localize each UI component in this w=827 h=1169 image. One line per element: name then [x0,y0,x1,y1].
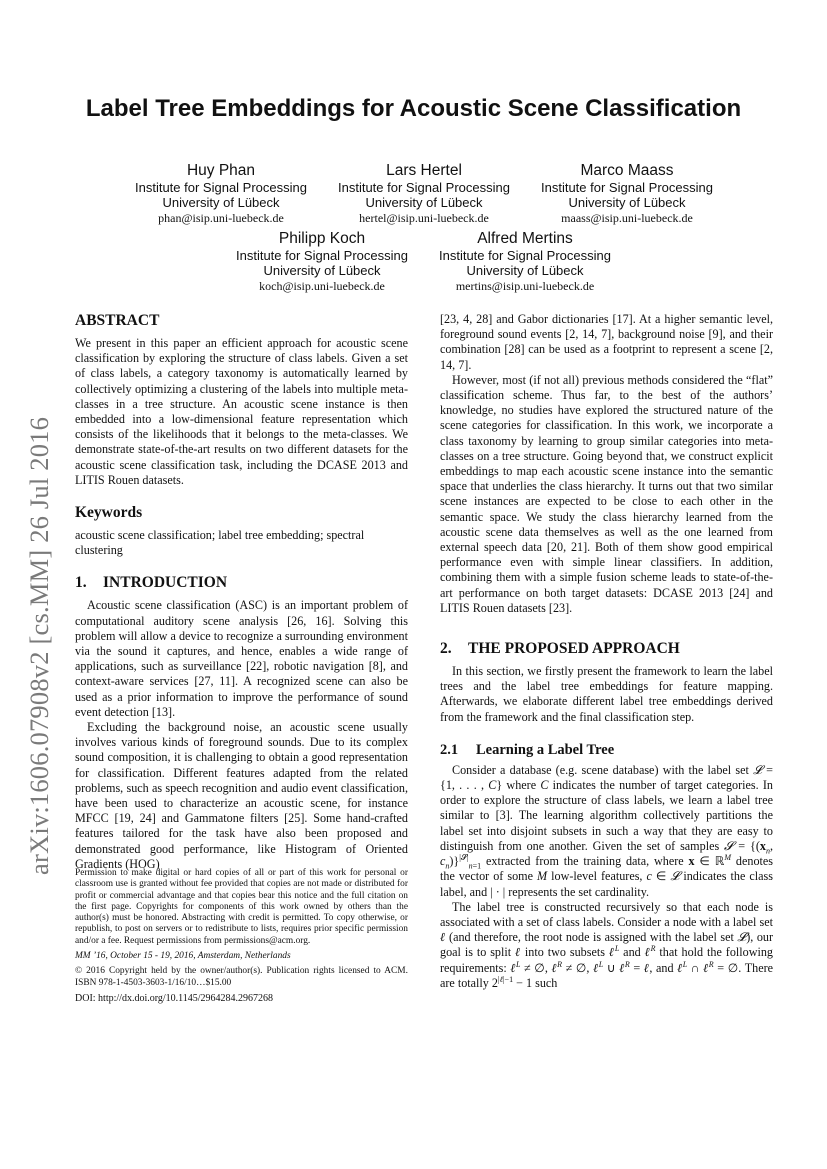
author-institute: Institute for Signal Processing [338,180,510,195]
author-institute: Institute for Signal Processing [135,180,307,195]
arxiv-identifier: arXiv:1606.07908v2 [cs.MM] 26 Jul 2016 [24,416,54,875]
paper-title: Label Tree Embeddings for Acoustic Scene Classification [85,95,742,122]
author-email: maass@isip.uni-luebeck.de [561,211,693,225]
abstract-text: We present in this paper an efficient approach for acoustic scene classification by exploring the structure of class labels. Given a set of class labels, a category taxonomy is automatically learned by collectively optimizing a clustering of the labels into multiple meta-classes in a tree structure. An acoustic scene instance is then embedded into a low-dimensional feature representation which consists of the likelihoods that it belongs to the meta-classes. We demonstrate state-of-the-art results on two different datasets for the acoustic scene classification task, including the DCASE 2013 and LITIS Rouen datasets. [75,336,408,487]
paragraph: Acoustic scene classification (ASC) is an important problem of computational auditory scene analysis [26, 16]. Solving this problem will allow a device to recognize a surrounding environment via the sound it captures, and hence, enables a wide range of applications, such as surveillance [22], robotic navigation [8], and context-aware services [27, 11]. A recognized scene can also be used as a prior information to improve the performance of sound event detection [13]. [75,598,408,719]
author-name: Lars Hertel [386,162,462,179]
paragraph: Excluding the background noise, an acoustic scene usually involves various kinds of foreground sounds. Due to its complex sound composition, it is challenging to obtain a good representation for classification. Different features adapted from the related problems, such as speech recognition and audio event classification, have been used to characterize an acoustic scene, for instance MFCC [19, 24] and Gammatone filters [25]. Some hand-crafted features tailored for the task have also been proposed and demonstrated good performance, like Histogram of Oriented Gradients (HOG) [75,720,408,871]
author-email: koch@isip.uni-luebeck.de [259,279,385,293]
copyright-info: © 2016 Copyright held by the owner/author(s). Publication rights licensed to ACM. ISBN 978-1-4503-3603-1/16/10…$15.00 [75,966,408,988]
paragraph: In this section, we firstly present the framework to learn the label trees and the label tree embeddings for feature mapping. Afterwards, we elaborate different label tree embeddings derived from the framework and the final classification step. [440,664,773,724]
author-email: mertins@isip.uni-luebeck.de [455,279,595,293]
conference-info: MM ’16, October 15 - 19, 2016, Amsterdam, Netherlands [75,951,291,962]
section-number: 1. [75,574,87,592]
author-university: University of Lübeck [162,195,280,210]
approach-heading [440,640,773,658]
doi-link[interactable]: DOI: http://dx.doi.org/10.1145/2964284.2967268 [75,992,274,1004]
right-column [440,312,773,991]
author-university: University of Lübeck [263,263,381,278]
introduction-heading [75,574,408,592]
author-university: University of Lübeck [466,263,584,278]
author-institute: Institute for Signal Processing [541,180,713,195]
author-university: University of Lübeck [365,195,483,210]
left-column [75,312,408,872]
section-number: 2. [440,640,452,658]
paragraph: [23, 4, 28] and Gabor dictionaries [17]. At a higher semantic level, foreground sound events [2, 14, 7], background noise [9], and their combination [28] can be used as a footprint to represent a scene [2, 14, 7]. [440,312,773,372]
author-email: hertel@isip.uni-luebeck.de [359,211,489,225]
author-university: University of Lübeck [568,195,686,210]
paragraph: The label tree is constructed recursively so that each node is associated with a set of class labels. Consider a node with a label set ℓ (and therefore, the root node is assigned with the label set 𝓛), our goal is to split ℓ into two subsets ℓ$^L$ and ℓ$^R$ that hold the following requirements: ℓ$^L$ ≠ ∅, ℓ$^R$ ≠ ∅, ℓ$^L$ ∪ ℓ$^R$ = ℓ, and ℓ$^L$ ∩ ℓ$^R$ = ∅. There are totally $2^{|\ell|-1} - 1$ such [440,899,774,990]
author-block [319,161,529,226]
learning-heading [440,741,773,759]
section-title: THE PROPOSED APPROACH [468,640,680,658]
paragraph: Consider a database (e.g. scene database) with the label set 𝓛 = {1, . . . , C} where C indicates the number of target categories. In order to explore the structure of class labels, we learn a label tree similar to [3]. The learning algorithm collectively partitions the label set into disjoint subsets in such a way that they are easy to distinguish from one another. Given the set of samples 𝓢 = {($x_n$, $c_n)\}^{|𝓢|}_{n=1}$ extracted from the training data, where x ∈ ℝ$^M$ denotes the vector of some M low-level features, c ∈ 𝓛 indicates the class label, and | · | represents the set cardinality. [440,762,774,899]
section-title: INTRODUCTION [103,574,228,592]
permission-text: Permission to make digital or hard copies of all or part of this work for personal or classroom use is granted without fee provided that copies are not made or distributed for profit or commercial advantage and that copies bear this notice and the full citation on the first page. Copyrights for components of this work owned by others than the author(s) must be honored. Abstracting with credit is permitted. To copy otherwise, or republish, to post on servers or to redistribute to lists, requires prior specific permission and/or a fee. Request permissions from permissions@acm.org. [75,868,408,946]
author-name: Alfred Mertins [477,230,573,247]
author-institute: Institute for Signal Processing [439,248,611,263]
keywords-heading: Keywords [75,504,143,522]
abstract-heading: ABSTRACT [75,312,160,329]
author-block [522,161,732,226]
subsection-title: Learning a Label Tree [476,741,615,758]
author-email: phan@isip.uni-luebeck.de [158,211,284,225]
author-name: Huy Phan [186,162,256,179]
author-block [420,229,630,294]
keywords-text: acoustic scene classification; label tree embedding; spectral clustering [75,528,365,558]
author-block [217,229,427,294]
subsection-number: 2.1 [440,741,459,758]
permission-footnote [75,868,408,1004]
author-block [116,161,326,226]
author-institute: Institute for Signal Processing [236,248,408,263]
paragraph: However, most (if not all) previous methods considered the “flat” classification scheme. Thus far, to the best of the authors’ knowledge, no studies have explored the structured nature of the scene categories for classification. In this work, we incorporate a class taxonomy by learning to group similar categories into meta-classes on a tree structure. Going beyond that, we construct explicit embeddings to map each acoustic scene instance into the semantic space that underlies the class hierarchy. It turns out that two similar scene instances are expected to be close to each other in the semantic space. We study the class hierarchy learned from the acoustic scene data themselves as well as the one learned from external speech data [20, 21]. Both of them show good empirical performance even with simple linear classifiers. In addition, combining them with a simple fusion scheme leads to state-of-the-art performance on both target datasets: DCASE 2013 [24] and LITIS Rouen datasets [23]. [440,372,773,615]
author-name: Philipp Koch [278,230,366,247]
author-name: Marco Maass [580,162,674,179]
